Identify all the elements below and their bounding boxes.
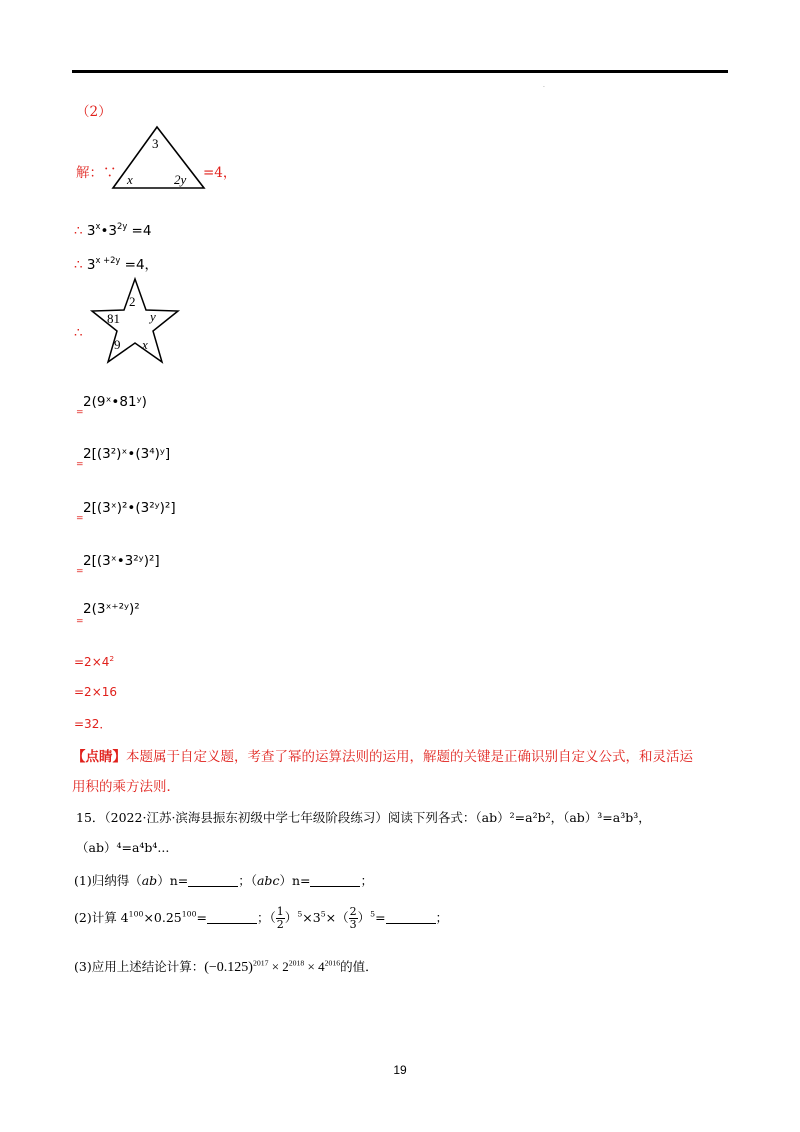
result-3: =32．	[74, 717, 112, 731]
comment-line-1: 【点睛】本题属于自定义题，考查了幂的运算法则的运用，解题的关键是正确识别自定义公式，和灵活运	[72, 749, 693, 765]
header-rule	[72, 70, 728, 73]
header-mark: ·	[543, 84, 545, 91]
answer-blank-1[interactable]	[188, 874, 238, 887]
step-2: ∴ $3^{x +2y} =4$，	[74, 255, 159, 273]
answer-blank-3[interactable]	[207, 911, 257, 924]
q15-part-1: (1)归纳得（ab）n= ；（abc）n= ；	[74, 873, 373, 888]
therefore-star: ∴	[74, 325, 83, 341]
star-left-label: 81	[107, 311, 120, 326]
q15-text: 阅读下列各式：（ab）²=a²b²，（ab）³=a³b³，	[387, 810, 651, 825]
triangle-result: =4，	[203, 165, 237, 181]
calc-line-2: 2[(3²)ˣ•(3⁴)ʸ]	[83, 446, 171, 462]
star-diagram	[88, 276, 182, 364]
result-1: $=2\times 4^2$	[74, 653, 115, 669]
q15-intro	[76, 808, 651, 826]
eq-sign-3: =	[76, 514, 84, 524]
eq-sign-4: =	[76, 567, 84, 577]
fraction-one-half: $\frac{1}{2}$	[276, 905, 284, 931]
step-1: ∴ $3^x•3^{2y} =4$	[74, 221, 152, 239]
calc-line-3: 2[(3ˣ)²•(3²ʸ)²]	[83, 500, 176, 516]
star-shape	[92, 279, 178, 362]
answer-blank-2[interactable]	[310, 874, 360, 887]
calc-line-1: 2(9ˣ•81ʸ)	[83, 394, 147, 410]
star-bottom-left-label: 9	[114, 337, 121, 352]
triangle-diagram	[110, 120, 210, 192]
solution-prefix: 解：∵	[76, 165, 117, 181]
star-right-label: y	[150, 309, 156, 324]
comment-line-2: 用积的乘方法则．	[72, 779, 180, 795]
fraction-two-thirds: $\frac{2}{3}$	[349, 905, 357, 931]
eq-sign-2: =	[76, 460, 84, 470]
part-label: （2）	[76, 104, 112, 120]
calc-line-4: 2[(3ˣ•3²ʸ)²]	[83, 553, 160, 569]
star-top-label: 2	[129, 294, 136, 309]
q15-intro-2: （ab）⁴=a⁴b⁴...	[76, 840, 170, 855]
calc-line-5: 2(3ˣ⁺²ʸ)²	[83, 601, 140, 617]
eq-sign-5: =	[76, 617, 84, 627]
triangle-right-label: 2y	[174, 172, 187, 187]
answer-blank-4[interactable]	[386, 911, 436, 924]
q15-part-2: (2)计算 $4^{100}\times 0.25^{100}=$ ；（ $\frac{1}{2}$ ）$^5\times 3^5\times$（ $\frac{2}{3}$ ）$^5$= ；	[74, 905, 449, 931]
result-2: =2×16	[74, 685, 118, 699]
triangle-left-label: x	[127, 172, 133, 187]
star-bottom-right-label: x	[142, 337, 148, 352]
comment-tag: 【点睛】	[72, 749, 126, 765]
q15-source: （2022·江苏·滨海县振东初级中学七年级阶段练习）	[104, 810, 388, 825]
triangle-top-label: 3	[152, 136, 159, 151]
therefore-symbol: ∴	[74, 223, 83, 239]
q15-number: 15．	[76, 810, 105, 825]
page-number: 19	[393, 1063, 407, 1077]
q15-part-3: (3)应用上述结论计算：$(-0.125)^{2017} \times 2^{2018} \times 4^{2016}$的值．	[74, 958, 378, 975]
eq-sign-1: =	[76, 408, 84, 418]
